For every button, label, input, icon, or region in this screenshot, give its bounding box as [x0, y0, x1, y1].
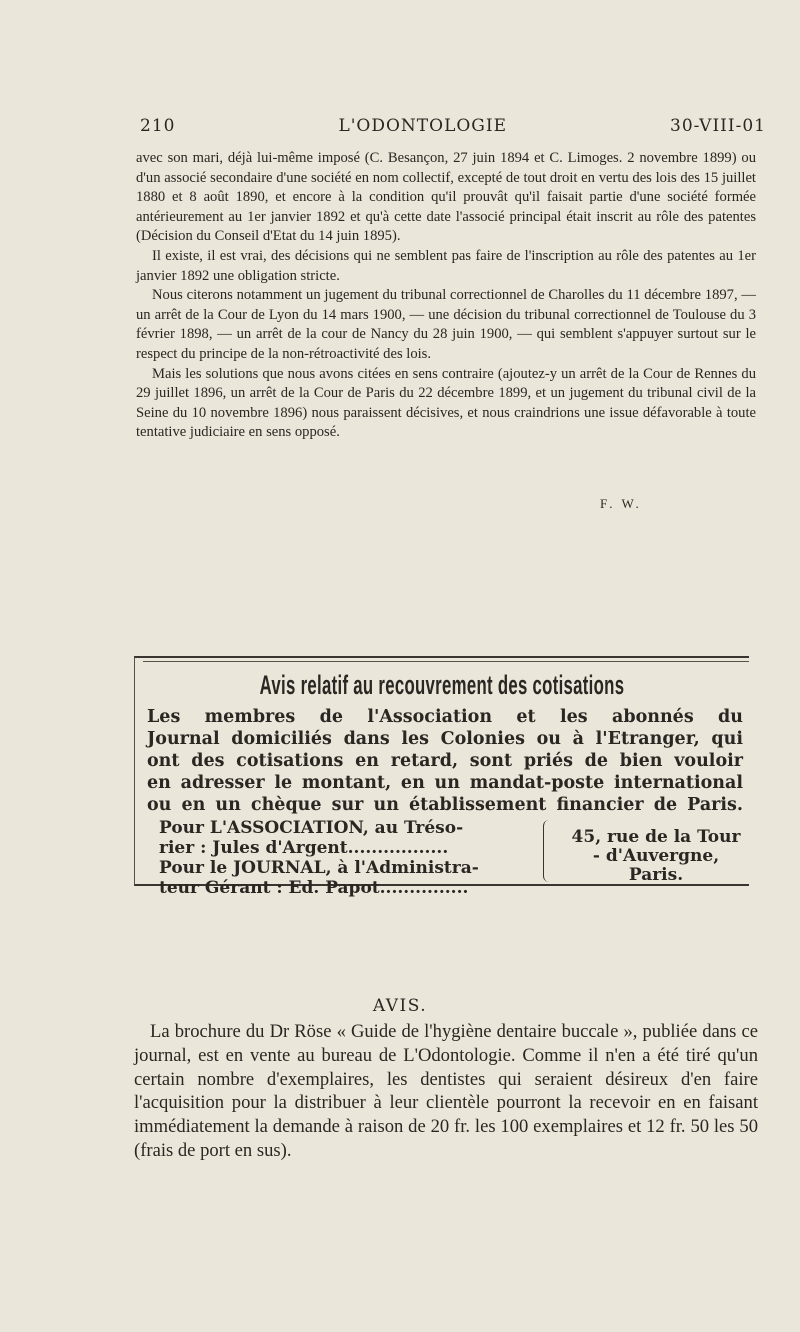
- brace-divider: [543, 820, 560, 882]
- box-rule: [143, 661, 749, 662]
- notice-title: Avis relatif au recouvrement des cotisations: [259, 670, 625, 700]
- notice-line-5: ou en un chèque sur un établissement financier de Paris.: [147, 795, 743, 815]
- addressee-line-3: Pour le JOURNAL, à l'Administra-: [159, 858, 479, 878]
- notice-body: [147, 706, 743, 816]
- issue-date: 30-VIII-01: [670, 116, 766, 136]
- notice-box: [134, 656, 749, 898]
- avis-paragraph: La brochure du Dr Röse « Guide de l'hygiène dentaire buccale », publiée dans ce journal, est en vente au bureau de L'Odontologie. Comme il n'en a été tiré qu'un certain nombre d'exemplaires, les dentistes qui seraient désireux d'en faire l'acquisition pour la distribuer à leur clientèle pourront la recevoir en en faisant immédiatement la demande à raison de 20 fr. les 100 exemplaires et 12 fr. 50 les 50 (frais de port en sus).: [134, 1021, 758, 1161]
- addressees: [159, 818, 544, 898]
- notice-addresses: [159, 818, 741, 898]
- article-body: [136, 149, 756, 443]
- article-paragraph-3: Nous citerons notamment un jugement du tribunal correctionnel de Charolles du 11 décembre 1897, — un arrêt de la Cour de Lyon du 14 mars 1900, — une décision du tribunal correctionnel de Toulouse du 3 février 1898, — un arrêt de la cour de Nancy du 28 juin 1900, — qui semblent s'appuyer surtout sur le respect du principe de la non-rétroactivité des lois.: [136, 287, 756, 362]
- avis-heading: AVIS.: [372, 996, 428, 1016]
- notice-line-1: Les membres de l'Association et les abonnés du: [147, 707, 743, 727]
- addressee-line-4: teur Gérant : Ed. Papot...............: [159, 878, 469, 898]
- article-paragraph-4: Mais les solutions que nous avons citées en sens contraire (ajoutez-y un arrêt de la Cour de Rennes du 29 juillet 1896, un arrêt de la Cour de Paris du 22 décembre 1899, et un jugement du tribunal civil de la Seine du 10 novembre 1896) nous paraissent décisives, et nous craindrions une issue défavorable à toute tentative judiciaire en sens opposé.: [136, 365, 756, 441]
- article-signature: F. W.: [600, 496, 642, 511]
- journal-title: L'ODONTOLOGIE: [338, 116, 508, 136]
- article-paragraph-2: Il existe, il est vrai, des décisions qui ne semblent pas faire de l'inscription au rôle des patentes au 1er janvier 1892 une obligation stricte.: [136, 247, 756, 284]
- addressee-line-2: rier : Jules d'Argent.................: [159, 838, 449, 858]
- page-number: 210: [140, 116, 176, 136]
- notice-line-4: en adresser le montant, en un mandat-poste international: [147, 773, 743, 793]
- notice-line-3: ont des cotisations en retard, sont priés de bien vouloir: [147, 751, 743, 771]
- article-paragraph-1: avec son mari, déjà lui-même imposé (C. Besançon, 27 juin 1894 et C. Limoges. 2 novembre 1899) ou d'un associé secondaire d'une société en nom collectif, excepté de tout droit en vertu des lois des 15 juillet 1880 et 8 août 1890, et encore à la condition qu'il prouvât qu'il faisait partie d'une société formée antérieurement au 1er janvier 1892 et qu'à cette date l'associé principal était inscrit au rôle des patentes (Décision du Conseil d'Etat du 14 juin 1895).: [136, 150, 756, 245]
- postal-address: 45, rue de la Tour - d'Auvergne, Paris.: [571, 827, 741, 885]
- notice-line-2: Journal domiciliés dans les Colonies ou à l'Etranger, qui: [147, 729, 743, 749]
- addressee-line-1: Pour L'ASSOCIATION, au Tréso-: [159, 818, 464, 838]
- running-header: [140, 116, 766, 136]
- avis-body: [134, 1020, 758, 1163]
